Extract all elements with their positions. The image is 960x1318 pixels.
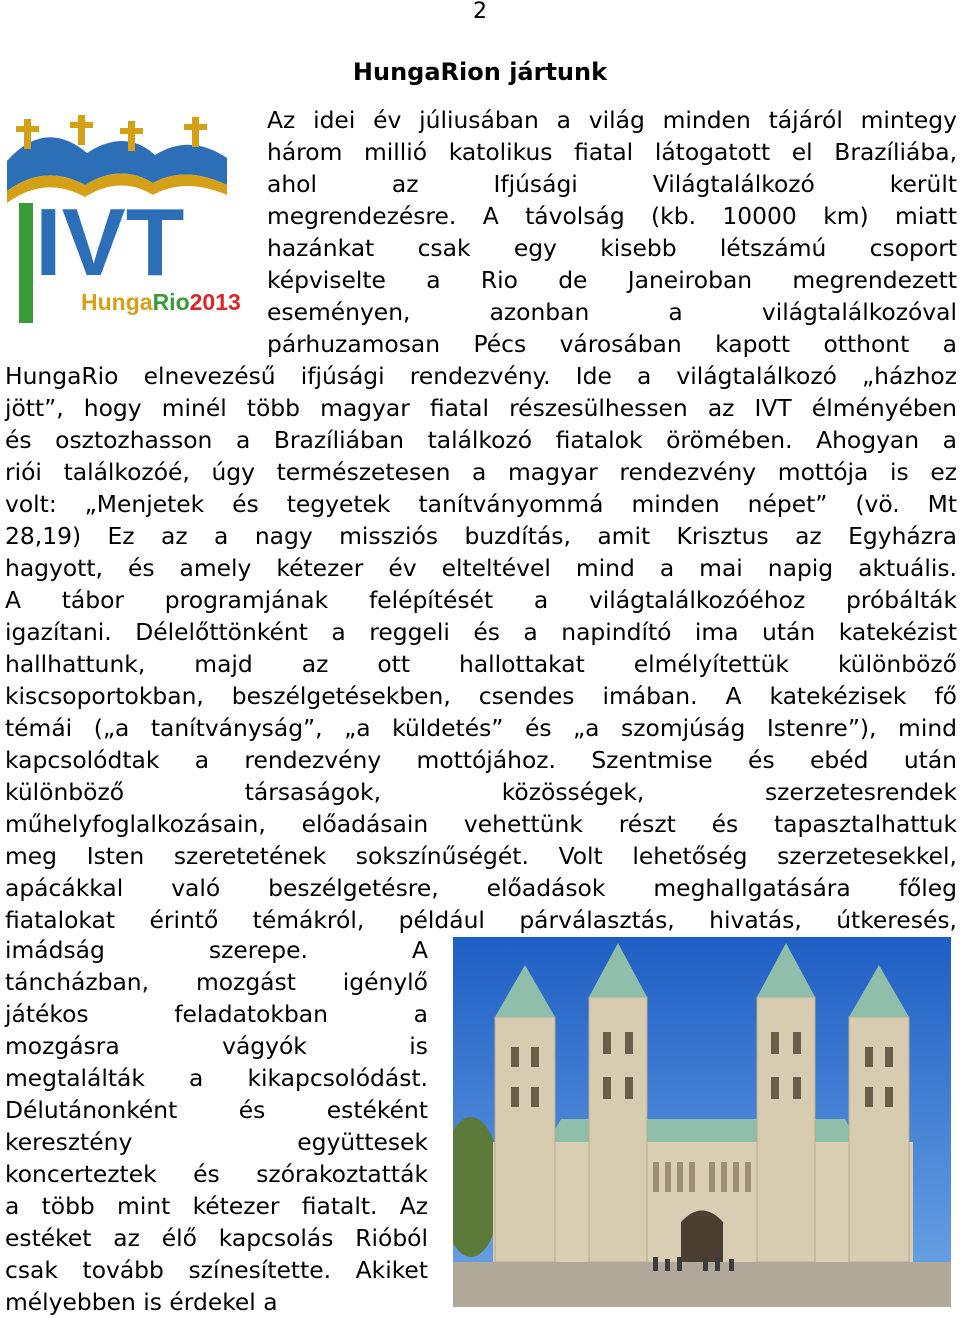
left-column-line: estéket az élő kapcsolás Rióból <box>5 1224 428 1252</box>
pecs-cathedral-photo <box>453 937 951 1307</box>
intro-line: képviselte a Rio de Janeiroban megrendezett <box>267 266 957 294</box>
left-column-line: mozgásra vágyók is <box>5 1032 428 1060</box>
left-column-line: Délutánonként és estéként <box>5 1096 428 1124</box>
logo-hunga-text: Hunga <box>81 289 153 315</box>
intro-line: ahol az Ifjúsági Világtalálkozó került <box>267 170 957 198</box>
intro-line: párhuzamosan Pécs városában kapott otthont a <box>267 330 957 358</box>
intro-line: Az idei év júliusában a világ minden tájáról mintegy <box>267 106 957 134</box>
logo-rio-text: Rio <box>152 289 190 315</box>
body-line: riói találkozóé, úgy természetesen a magyar rendezvény mottója is ez <box>5 458 957 486</box>
logo-ivt-text: IVT <box>35 189 185 296</box>
body-line: hagyott, és amely kétezer év elteltével mind a mai napig aktuális. <box>5 554 957 582</box>
left-column-line: táncházban, mozgást igénylő <box>5 968 428 996</box>
article-title: HungaRion jártunk <box>352 58 608 86</box>
body-line: HungaRio elnevezésű ifjúsági rendezvény. Ide a világtalálkozó „házhoz <box>5 362 957 390</box>
body-line: kapcsolódtak a rendezvény mottójához. Szentmise és ebéd után <box>5 746 957 774</box>
body-line: különböző társaságok, közösségek, szerzetesrendek <box>5 778 957 806</box>
left-column-line: megtalálták a kikapcsolódást. <box>5 1064 428 1092</box>
body-line: jött”, hogy minél több magyar fiatal részesülhessen az IVT élményében <box>5 394 957 422</box>
left-column-line: játékos feladatokban a <box>5 1000 428 1028</box>
body-line: volt: „Menjetek és tegyetek tanítványommá minden népet” (vö. Mt <box>5 490 957 518</box>
left-column-line: a több mint kétezer fiatalt. Az <box>5 1192 428 1220</box>
intro-line: hazánkat csak egy kisebb létszámú csoport <box>267 234 957 262</box>
intro-line: három millió katolikus fiatal látogatott el Brazíliába, <box>267 138 957 166</box>
left-column-line: imádság szerepe. A <box>5 936 428 964</box>
body-line: apácákkal való beszélgetésre, előadások meghallgatására főleg <box>5 874 957 902</box>
body-line: igazítani. Délelőttönként a reggeli és a napindító ima után katekézist <box>5 618 957 646</box>
intro-line: eseményen, azonban a világtalálkozóval <box>267 298 957 326</box>
left-column-line: keresztény együttesek <box>5 1128 428 1156</box>
body-line: A tábor programjának felépítését a világtalálkozóéhoz próbálták <box>5 586 957 614</box>
logo-year-text: 2013 <box>189 289 241 315</box>
intro-line: megrendezésre. A távolság (kb. 10000 km) miatt <box>267 202 957 230</box>
ivt-hungario-logo <box>5 103 242 335</box>
left-column-text <box>5 934 428 1318</box>
body-line: kiscsoportokban, beszélgetésekben, csendes imában. A katekézisek fő <box>5 682 957 710</box>
intro-paragraph <box>267 104 957 360</box>
body-paragraph <box>5 360 957 936</box>
body-line: fiatalokat érintő témákról, például párválasztás, hivatás, útkeresés, <box>5 906 957 934</box>
body-line: meg Isten szeretetének sokszínűségét. Volt lehetőség szerzetesekkel, <box>5 842 957 870</box>
svg-text:HungaRio2013 <box>81 289 241 315</box>
page-number: 2 <box>473 0 487 24</box>
body-line: 28,19) Ez az a nagy missziós buzdítás, amit Krisztus az Egyházra <box>5 522 957 550</box>
left-column-line: csak tovább színesítette. Akiket <box>5 1256 428 1284</box>
body-line: hallhattunk, majd az ott hallottakat elmélyítettük különböző <box>5 650 957 678</box>
body-line: témái („a tanítványság”, „a küldetés” és „a szomjúság Istenre”), mind <box>5 714 957 742</box>
body-line: és osztozhasson a Brazíliában találkozó fiatalok örömében. Ahogyan a <box>5 426 957 454</box>
left-column-line: mélyebben is érdekel a <box>5 1288 278 1316</box>
body-line: műhelyfoglalkozásain, előadásain vehettünk részt és tapasztalhattuk <box>5 810 957 838</box>
left-column-line: koncerteztek és szórakoztatták <box>5 1160 428 1188</box>
